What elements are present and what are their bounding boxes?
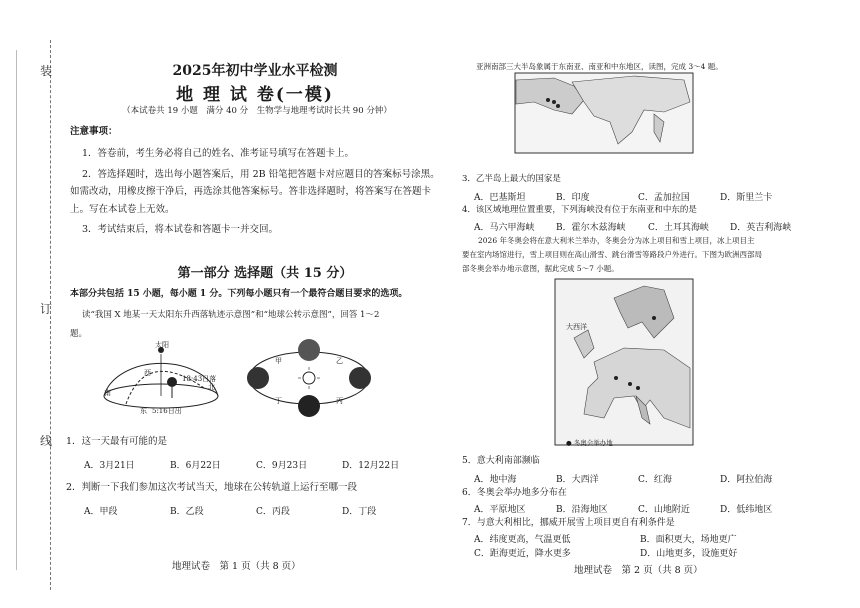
- attention-line-2: 2．答选择题时，选出每小题答案后，用 2B 铅笔把答题卡对应题目的答案标号涂黑。: [82, 169, 440, 180]
- q2-option-c: C．丙段: [256, 507, 290, 517]
- exam-note: （本试卷共 19 小题 满分 40 分 生物学与地理考试时长共 90 分钟）: [122, 106, 392, 116]
- fig1-west: 西: [144, 369, 151, 377]
- q3-stem: 3．乙半岛上最大的国家是: [462, 174, 561, 184]
- q2-option-d: D．丁段: [342, 507, 377, 517]
- fig1-sun: 太阳: [155, 341, 169, 349]
- q7-option-c: C．距海更近，降水更多: [474, 549, 571, 559]
- q4-option-b: B．霍尔木兹海峡: [556, 223, 626, 233]
- q1-option-c: C．9月23日: [256, 461, 308, 471]
- fig1-time2: 5:16日出: [152, 407, 182, 415]
- right-intro: 亚洲南部三大半岛象属于东南亚、南亚和中东地区，读图，完成 3～4 题。: [476, 62, 723, 71]
- binding-label-ding: 订: [40, 302, 53, 316]
- europe-map: [554, 278, 694, 446]
- south-asia-map: [514, 72, 694, 154]
- attention-line-5: 3．考试结束后，将本试卷和答题卡一并交回。: [82, 224, 279, 235]
- q6-option-b: B．沿海地区: [556, 505, 608, 515]
- punch-edge: [16, 50, 27, 570]
- fig2-a: 甲: [275, 357, 282, 365]
- fig1-south: 南: [104, 389, 111, 397]
- q6-option-d: D．低纬地区: [720, 505, 773, 515]
- q1-stem: 1．这一天最有可能的是: [66, 436, 168, 447]
- q1-option-d: D．12月22日: [342, 461, 400, 471]
- q7-stem: 7．与意大利相比，挪威开展雪上项目更自有利条件是: [462, 518, 675, 528]
- exam-title: 2025年初中学业水平检测: [172, 63, 338, 79]
- q3-option-a: A．巴基斯坦: [474, 193, 526, 203]
- context-2a: 2026 年冬奥会将在意大利米兰举办，冬奥会分为冰上项目和雪上项目，冰上项目主: [478, 236, 755, 245]
- fig1-east: 东: [140, 407, 147, 415]
- binding-label-xian: 线: [40, 434, 53, 448]
- context-1b: 题。: [70, 329, 88, 339]
- attention-line-4: 上。写在本试卷上无效。: [70, 204, 175, 215]
- q7-option-a: A．纬度更高，气温更低: [474, 535, 571, 545]
- q6-option-c: C．山地附近: [638, 505, 690, 515]
- q4-option-c: C．土耳其海峡: [648, 223, 709, 233]
- map-label-atlantic: 大西洋: [566, 323, 587, 331]
- q7-option-d: D．山地更多，设施更好: [640, 549, 738, 559]
- binding-label-zhuang: 装: [40, 64, 53, 78]
- q6-option-a: A．平原地区: [474, 505, 526, 515]
- q4-option-a: A．马六甲海峡: [474, 223, 535, 233]
- q1-option-b: B．6月22日: [170, 461, 221, 471]
- fig1-north: 北: [208, 383, 215, 391]
- fig2-c: 丙: [336, 397, 343, 405]
- q2-stem: 2．判断一下我们参加这次考试当天，地球在公转轨道上运行至哪一段: [66, 482, 358, 493]
- earth-orbit-figure: [236, 336, 382, 420]
- q5-option-a: A．地中海: [474, 475, 517, 485]
- attention-heading: 注意事项：: [70, 126, 118, 137]
- q4-option-d: D．英吉利海峡: [730, 223, 792, 233]
- q5-stem: 5．意大利南部濒临: [462, 456, 540, 466]
- footer-page-2: 地理试卷 第 2 页（共 8 页）: [574, 565, 703, 576]
- exam-subtitle: 地 理 试 卷(一模): [176, 85, 334, 105]
- context-2b: 要在室内场馆进行，雪上项目则在高山滑雪、跳台滑雪等路段户外进行。下图为欧洲西部局: [462, 250, 762, 259]
- q2-option-b: B．乙段: [170, 507, 204, 517]
- attention-line-3: 如需改动，用橡皮擦干净后，再选涂其他答案标号。答非选择题时，将答案写在答题卡: [70, 186, 432, 197]
- fig2-b: 乙: [336, 357, 343, 365]
- q3-option-c: C．孟加拉国: [638, 193, 690, 203]
- q2-option-a: A．甲段: [84, 507, 118, 517]
- section-title: 第一部分 选择题（共 15 分）: [177, 266, 353, 281]
- fig1-time1: 18:43日落: [182, 375, 217, 383]
- q5-option-c: C．红海: [638, 475, 672, 485]
- q1-option-a: A．3月21日: [84, 461, 135, 471]
- map-legend: ● 冬奥会举办地: [566, 439, 613, 447]
- context-2c: 部冬奥会举办地示意图，据此完成 5～7 小题。: [462, 264, 619, 273]
- section-intro: 本部分共包括 15 小题，每小题 1 分。下列每小题只有一个最符合题目要求的选项。: [70, 289, 408, 299]
- q3-option-d: D．斯里兰卡: [720, 193, 773, 203]
- attention-line-1: 1．答卷前，考生务必将自己的姓名、准考证号填写在答题卡上。: [82, 148, 355, 159]
- context-1a: 读“我国 X 地某一天太阳东升西落轨迹示意图”和“地球公转示意图”，回答 1～2: [82, 310, 380, 320]
- q3-option-b: B．印度: [556, 193, 590, 203]
- q5-option-b: B．大西洋: [556, 475, 599, 485]
- footer-page-1: 地理试卷 第 1 页（共 8 页）: [172, 561, 301, 572]
- fig2-d: 丁: [275, 397, 282, 405]
- q6-stem: 6．冬奥会举办地多分布在: [462, 488, 567, 498]
- q4-stem: 4．该区域地理位置重要，下列海峡没有位于东南亚和中东的是: [462, 205, 697, 215]
- q7-option-b: B．面积更大，场地更广: [640, 535, 737, 545]
- q5-option-d: D．阿拉伯海: [720, 475, 773, 485]
